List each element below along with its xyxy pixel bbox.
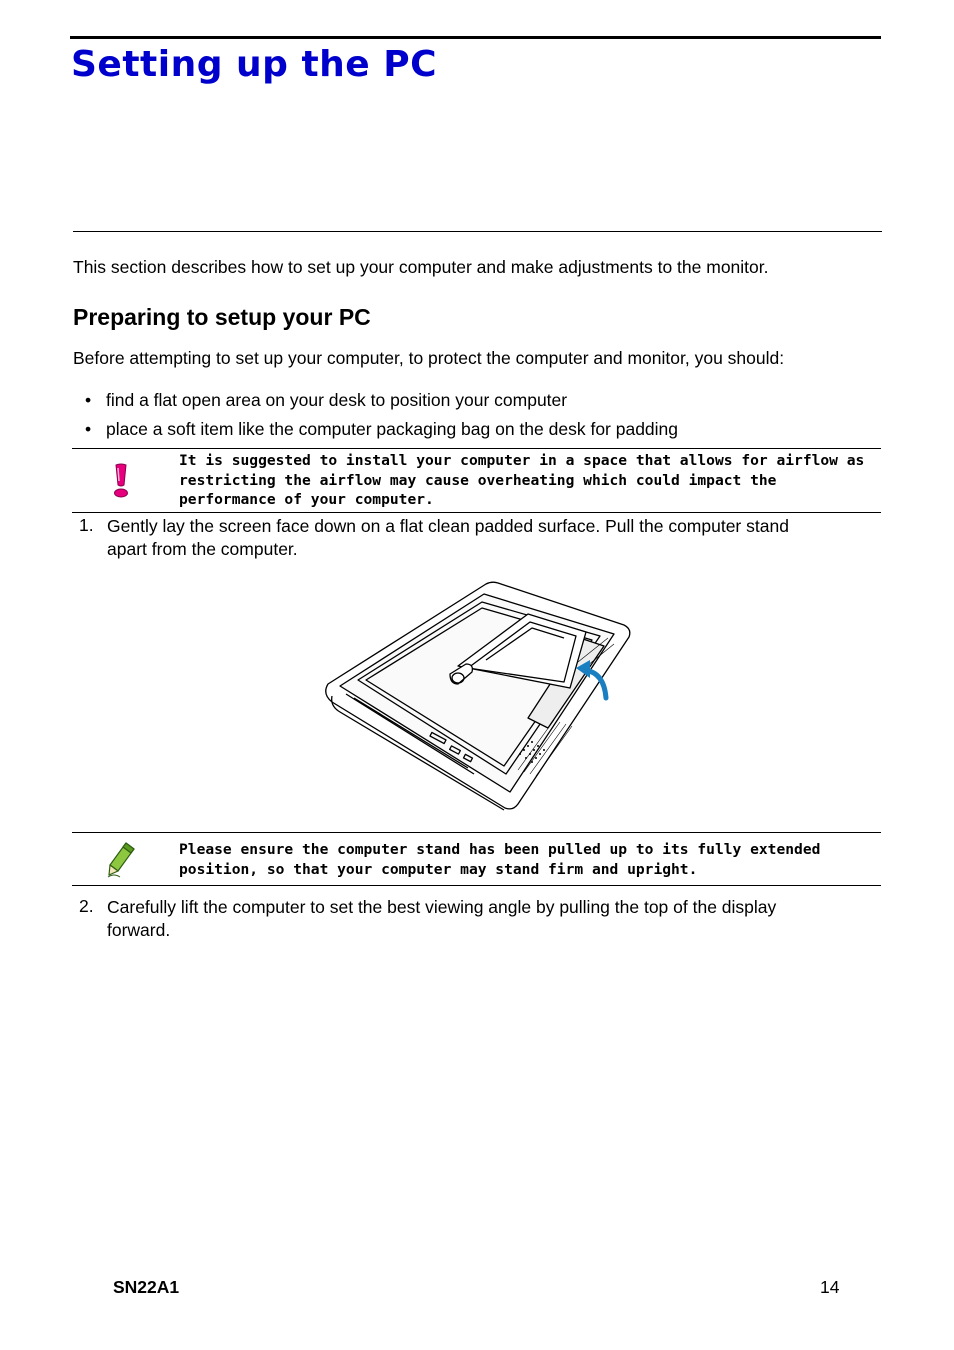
step-number: 1. (79, 515, 94, 535)
pencil-icon (106, 841, 138, 879)
exclamation-icon (110, 463, 132, 499)
step-line: forward. (107, 920, 171, 940)
bullet-dot: • (85, 390, 92, 410)
note-text (179, 840, 820, 879)
intro-text: This section describes how to set up your computer and make adjustments to the monitor. (73, 257, 769, 277)
note-box (72, 832, 881, 886)
step-text (107, 515, 789, 561)
step-line: Carefully lift the computer to set the best viewing angle by pulling the top of the display (107, 897, 777, 917)
computer-stand-illustration (318, 578, 638, 814)
warning-line: restricting the airflow may cause overheating which could impact the (179, 471, 777, 489)
back-panel (340, 594, 614, 792)
warning-text (179, 451, 864, 510)
bullet-dot: • (85, 419, 92, 439)
step-line: Gently lay the screen face down on a flat clean padded surface. Pull the computer stand (107, 516, 789, 536)
section-lead: Before attempting to set up your computer, to protect the computer and monitor, you should: (73, 348, 785, 368)
section-divider (73, 231, 882, 232)
note-line: Please ensure the computer stand has been pulled up to its fully extended (179, 841, 821, 858)
step-number: 2. (79, 896, 94, 916)
section-heading: Preparing to setup your PC (73, 304, 371, 330)
top-rule (70, 36, 881, 39)
page-number: 14 (820, 1277, 840, 1297)
step-text (107, 896, 776, 942)
page-title: Setting up the PC (71, 44, 438, 85)
warning-line: performance of your computer. (179, 491, 434, 508)
warning-line: It is suggested to install your computer in a space that allows for airflow as (179, 452, 865, 469)
bullet-text: find a flat open area on your desk to position your computer (106, 390, 568, 410)
bullet-text: place a soft item like the computer packaging bag on the desk for padding (106, 419, 679, 439)
warning-box (72, 448, 881, 513)
footer-model: SN22A1 (113, 1277, 180, 1297)
step-line: apart from the computer. (107, 539, 298, 559)
note-line: position, so that your computer may stand firm and upright. (179, 860, 698, 878)
